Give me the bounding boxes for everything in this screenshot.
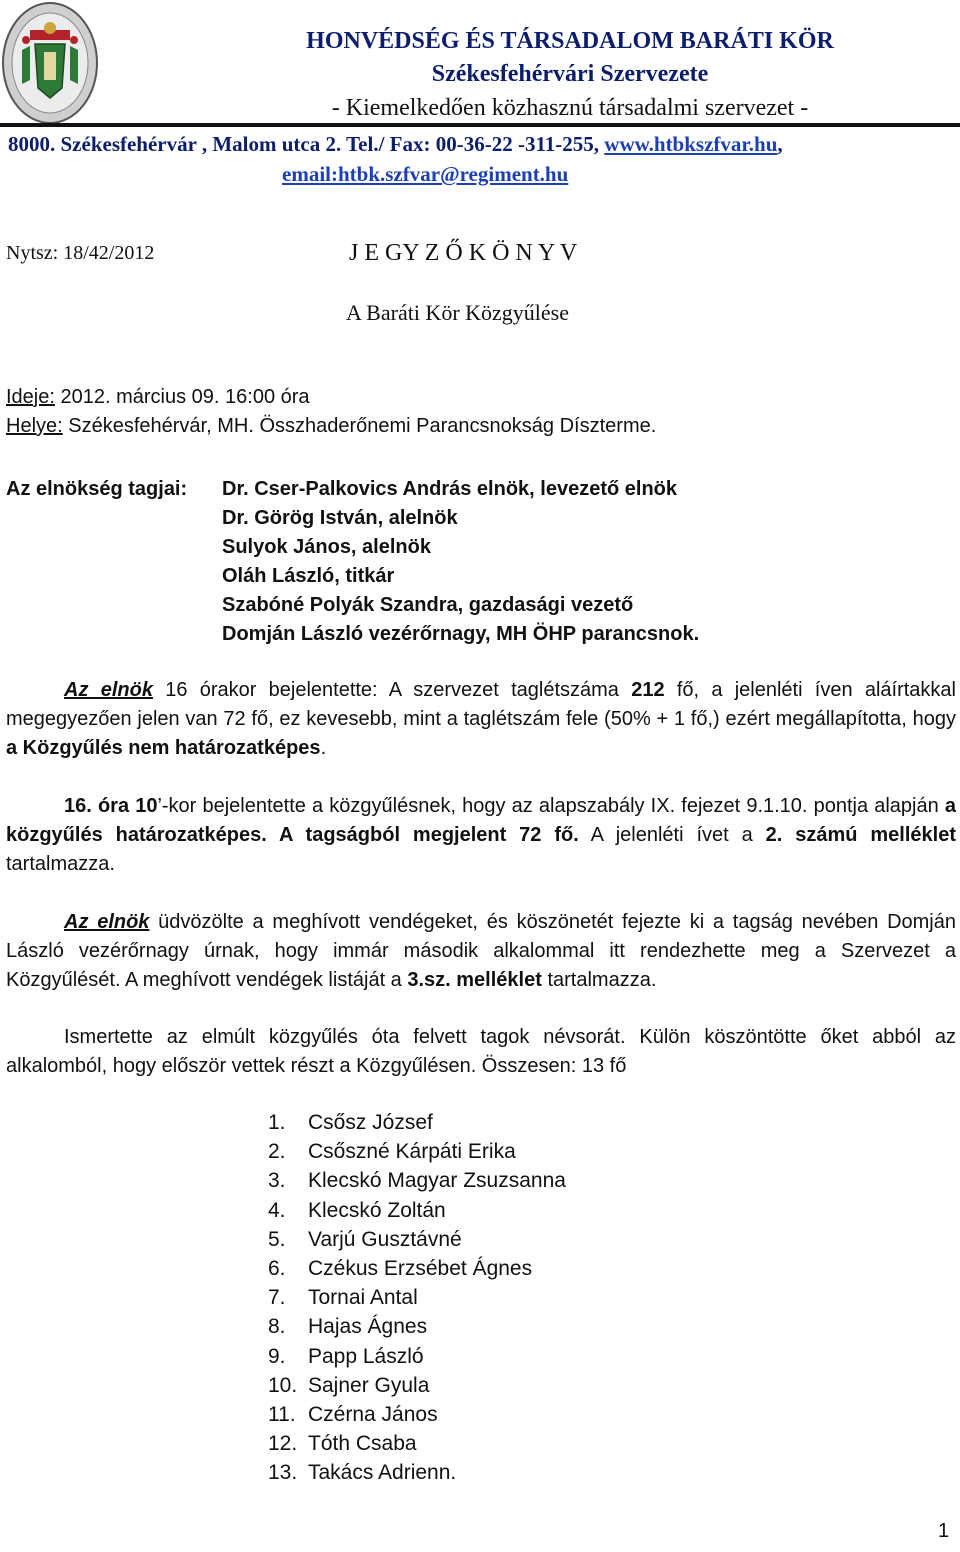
org-name: HONVÉDSÉG ÉS TÁRSADALOM BARÁTI KÖR xyxy=(306,28,834,54)
list-number: 12. xyxy=(268,1432,298,1456)
board-member: Szabóné Polyák Szandra, gazdasági vezető xyxy=(222,594,634,616)
member-name: Papp László xyxy=(308,1344,424,1368)
document-title: J E GY Z Ő K Ö N Y V xyxy=(349,240,578,266)
date-line xyxy=(6,386,310,409)
member-name: Tóth Csaba xyxy=(308,1432,417,1456)
list-item xyxy=(268,1371,566,1400)
org-status: - Kiemelkedően közhasznú társadalmi szervezet - xyxy=(331,95,809,121)
member-name: Klecskó Zoltán xyxy=(308,1198,446,1222)
time-hour: 16. xyxy=(64,795,92,817)
document-subtitle: A Baráti Kör Közgyűlése xyxy=(346,300,569,325)
list-number: 7. xyxy=(268,1286,286,1310)
list-item xyxy=(268,1196,566,1225)
list-item xyxy=(268,1108,566,1137)
list-number: 3. xyxy=(268,1169,286,1193)
place-value: Székesfehérvár, MH. Összhaderőnemi Parancsnokság Díszterme. xyxy=(62,415,657,437)
website-link[interactable]: www.htbkszfvar.hu xyxy=(604,132,778,156)
member-count: 212 xyxy=(631,679,665,701)
text-run: üdvözölte a meghívott vendégeket, és köszönetét fejezte ki a tagság nevében Domján László vezérőrnagy úrnak, hogy immár második alkalommal itt rendezhette meg a Szervezet a Közgyűlését. A meghívott vendégek listáját a xyxy=(6,911,956,991)
board-member: Domján László vezérőrnagy, MH ÖHP parancsnok. xyxy=(222,623,700,645)
text-run: A jelenléti ívet a xyxy=(578,824,766,846)
member-name: Hajas Ágnes xyxy=(308,1315,428,1339)
text-run: . xyxy=(320,737,327,759)
list-item xyxy=(268,1429,566,1458)
member-name: Varjú Gusztávné xyxy=(308,1227,462,1251)
member-name: Klecskó Magyar Zsuzsanna xyxy=(308,1169,566,1193)
list-number: 1. xyxy=(268,1111,286,1134)
list-item xyxy=(268,1137,566,1166)
board-label: Az elnökség tagjai: xyxy=(6,478,188,500)
list-item xyxy=(268,1225,566,1254)
paragraph-quorum xyxy=(6,676,956,763)
text-run: tartalmazza. xyxy=(541,969,657,991)
list-item xyxy=(268,1342,566,1371)
list-number: 6. xyxy=(268,1257,286,1281)
paragraph-new-members: Ismertette az elmúlt közgyűlés óta felvett tagok névsorát. Külön köszöntötte őket abból az alkalomból, hogy először vettek részt a Közgyűlésen. Összesen: 13 fő xyxy=(6,1026,956,1077)
board-members xyxy=(222,475,699,649)
text-run: fő, a jelenléti íven aláírtakkal megegyezően jelen van 72 fő, ez kevesebb, mint a taglétszám fele (50% + 1 fő,) ezért megállapította, hogy xyxy=(6,679,956,730)
page-number: 1 xyxy=(938,1520,950,1542)
board-member: Dr. Görög István, alelnök xyxy=(222,507,458,529)
member-name: Sajner Gyula xyxy=(308,1373,430,1397)
new-members-list xyxy=(268,1108,566,1488)
header-divider xyxy=(0,123,960,127)
paragraph-welcome xyxy=(6,908,956,995)
list-number: 13. xyxy=(268,1461,298,1485)
organization-logo xyxy=(0,0,100,128)
reference-number: Nytsz: 18/42/2012 xyxy=(6,242,155,264)
org-branch: Székesfehérvári Szervezete xyxy=(431,61,709,87)
date-value: 2012. március 09. 16:00 óra xyxy=(54,386,310,408)
list-number: 9. xyxy=(268,1344,286,1368)
text-run: 16 órakor bejelentette: A szervezet taglétszáma xyxy=(152,679,632,701)
contact-line xyxy=(8,132,783,157)
appendix-ref: 3.sz. melléklet xyxy=(407,969,542,991)
list-number: 2. xyxy=(268,1140,286,1164)
list-number: 8. xyxy=(268,1315,286,1339)
list-number: 10. xyxy=(268,1373,298,1397)
quorum-status: a Közgyűlés nem határozatképes xyxy=(6,737,321,759)
list-item xyxy=(268,1254,566,1283)
list-item xyxy=(268,1312,566,1341)
list-item xyxy=(268,1166,566,1195)
text-run: tartalmazza. xyxy=(6,853,115,875)
list-number: 11. xyxy=(268,1403,296,1427)
place-label: Helye: xyxy=(6,415,63,437)
appendix-ref: 2. számú melléklet xyxy=(765,824,956,846)
board-member: Oláh László, titkár xyxy=(222,565,395,587)
list-item xyxy=(268,1283,566,1312)
list-item xyxy=(268,1458,566,1487)
member-name: Csősz József xyxy=(308,1111,433,1134)
paragraph-quorum-reached xyxy=(6,792,956,879)
list-number: 4. xyxy=(268,1198,286,1222)
member-name: Tornai Antal xyxy=(308,1286,418,1310)
speaker-label: Az elnök xyxy=(64,911,150,933)
address-text: 8000. Székesfehérvár , Malom utca 2. Tel./ Fax: 00-36-22 -311-255, xyxy=(8,132,605,156)
list-number: 5. xyxy=(268,1227,286,1251)
address-separator: , xyxy=(777,132,783,156)
date-label: Ideje: xyxy=(6,386,55,408)
speaker-label: Az elnök xyxy=(64,679,153,701)
member-name: Csőszné Kárpáti Erika xyxy=(308,1140,516,1164)
list-item xyxy=(268,1400,566,1429)
member-name: Czékus Erzsébet Ágnes xyxy=(308,1257,533,1281)
member-name: Takács Adrienn. xyxy=(308,1461,457,1485)
email-link[interactable] xyxy=(282,162,568,187)
quorum-status: a közgyűlés határozatképes. A tagságból megjelent 72 fő. xyxy=(6,795,957,846)
place-line xyxy=(6,415,656,438)
email-text[interactable]: email:htbk.szfvar@regiment.hu xyxy=(282,162,569,186)
text-run: ’-kor bejelentette a közgyűlésnek, hogy az alapszabály IX. fejezet 9.1.10. pontja alapján xyxy=(157,795,945,817)
time-minute: óra 10 xyxy=(91,795,158,817)
board-member: Dr. Cser-Palkovics András elnök, levezető elnök xyxy=(222,478,677,500)
board-member: Sulyok János, alelnök xyxy=(222,536,431,558)
member-name: Czérna János xyxy=(308,1403,438,1427)
